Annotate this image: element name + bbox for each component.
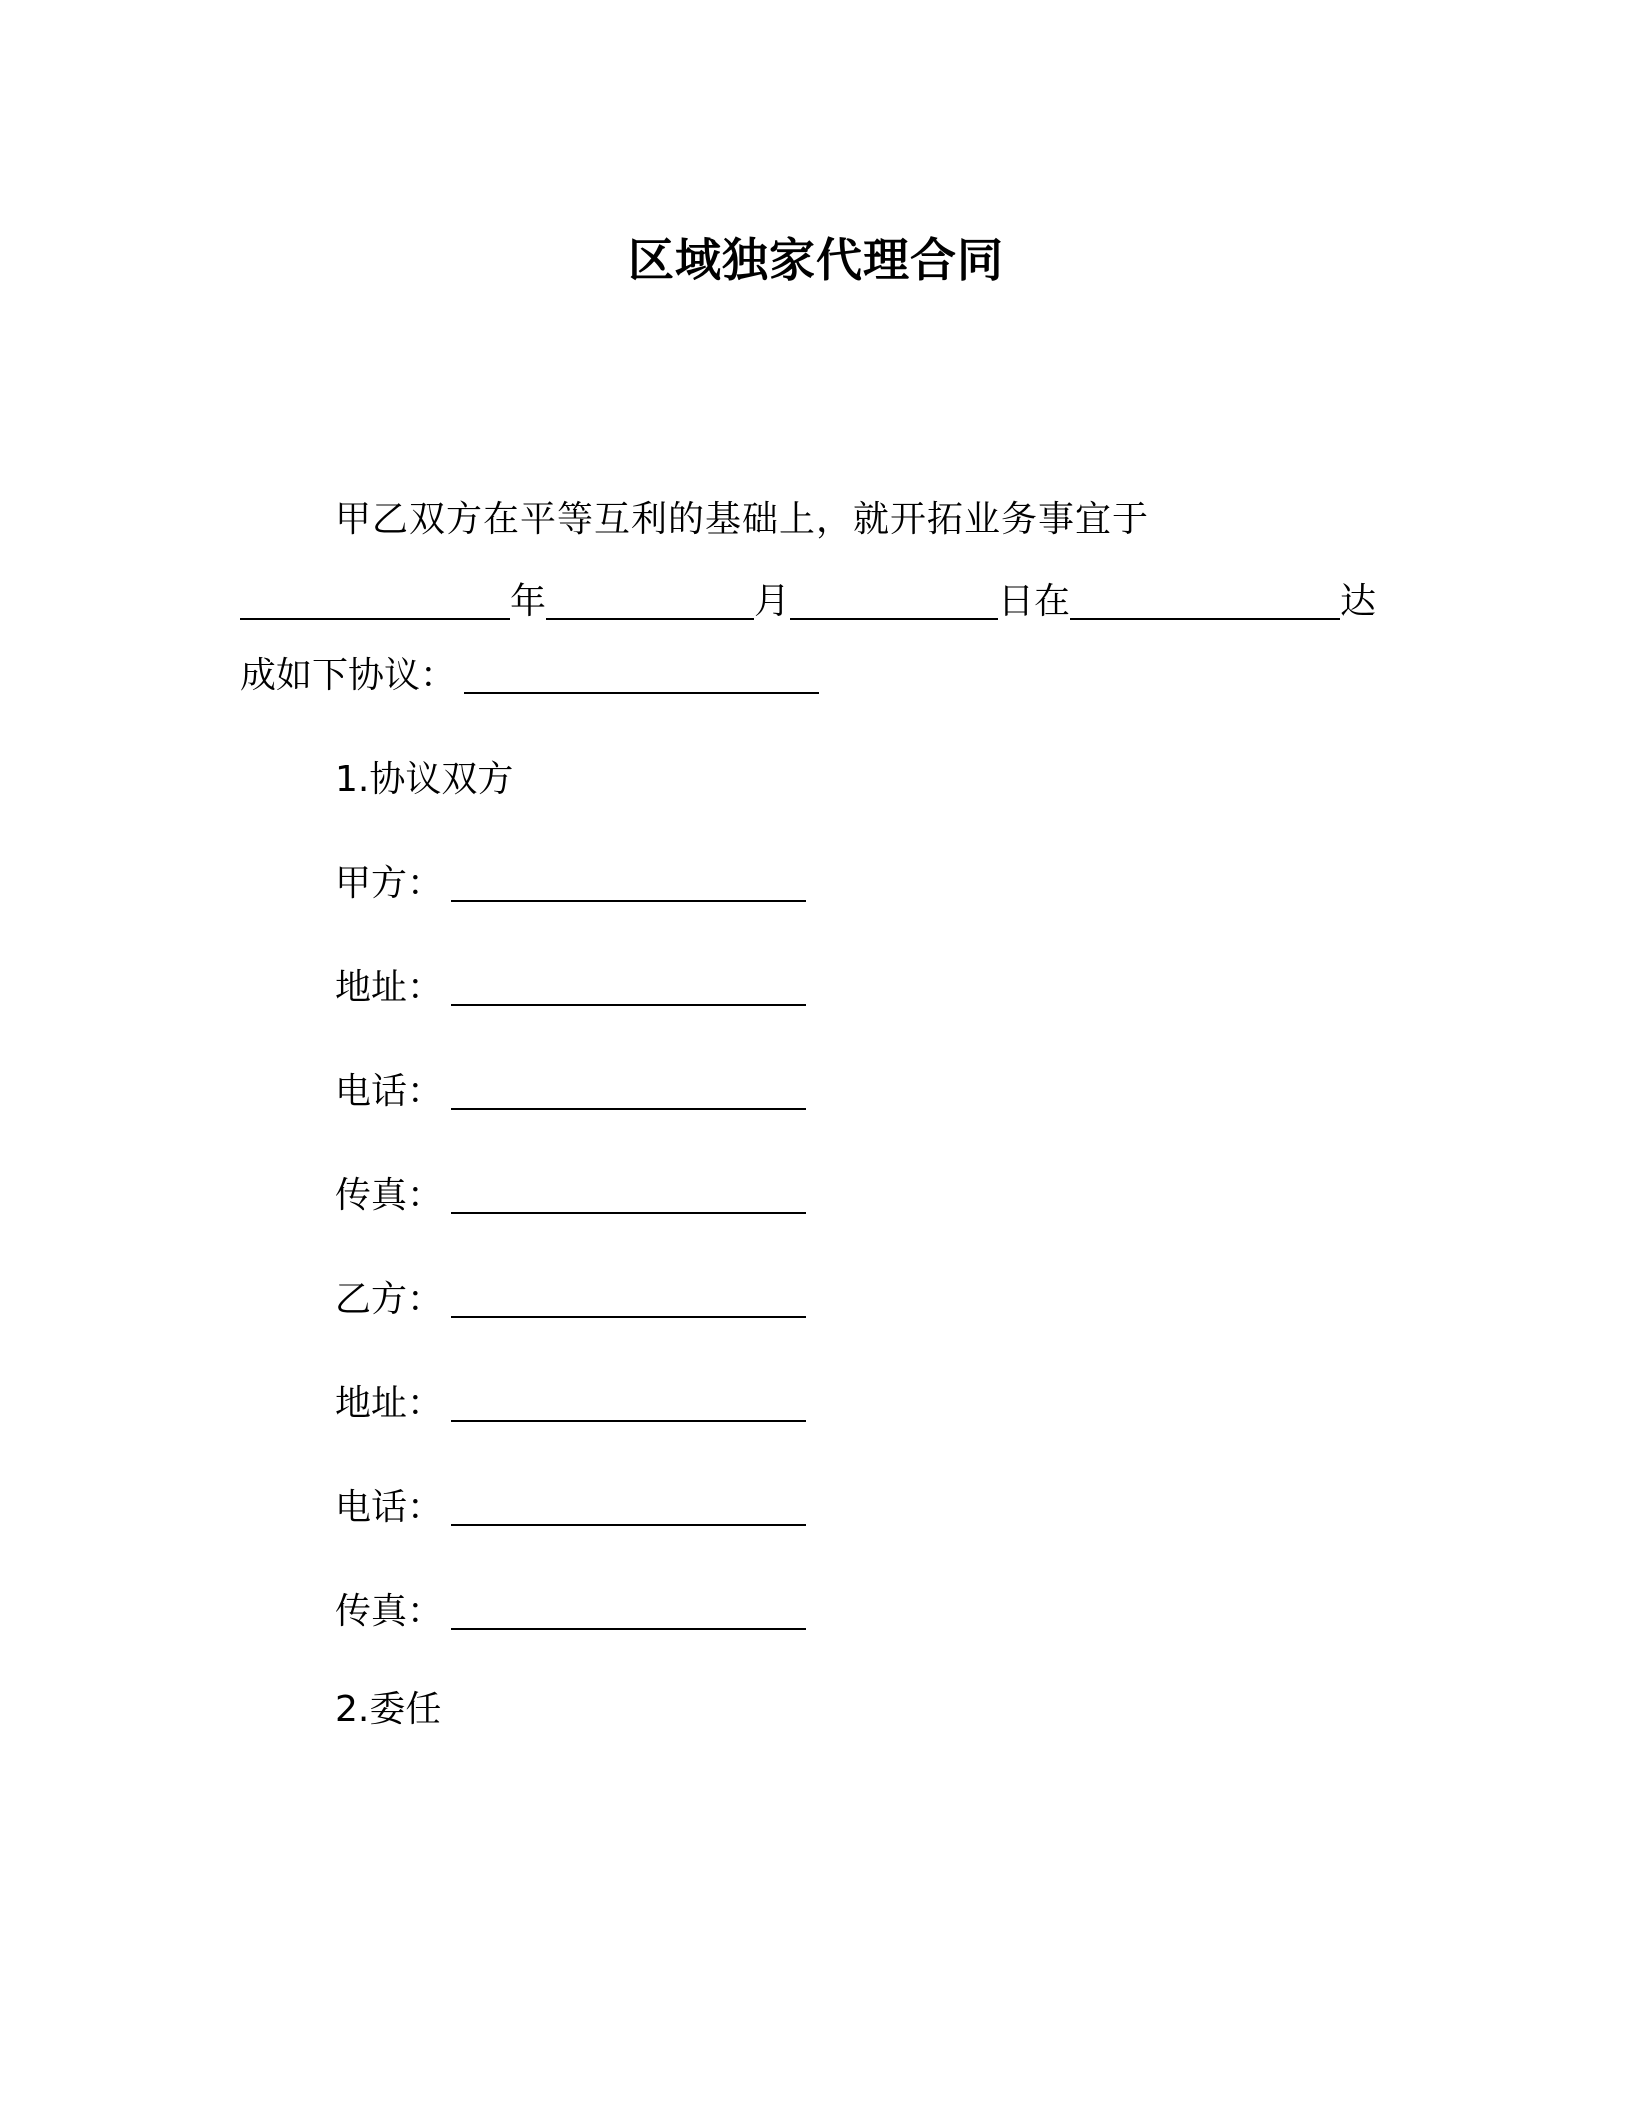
party-b-row xyxy=(335,1276,806,1324)
blank-location-field[interactable] xyxy=(1070,580,1340,620)
year-label: 年 xyxy=(510,581,547,622)
blank-month-field[interactable] xyxy=(546,580,754,620)
intro-line-3 xyxy=(240,652,819,700)
section-1-heading: 1.协议双方 xyxy=(335,759,514,800)
field-label: 地址： xyxy=(335,1383,444,1424)
field-label: 地址： xyxy=(335,967,444,1008)
party-a-phone-row xyxy=(335,1068,806,1116)
party-a-address-row xyxy=(335,964,806,1012)
party-a-fax-row xyxy=(335,1172,806,1220)
intro-line-1: 甲乙双方在平等互利的基础上，就开拓业务事宜于 xyxy=(335,499,1150,540)
agreement-label: 成如下协议： xyxy=(240,655,457,696)
party-b-phone-row xyxy=(335,1484,806,1532)
blank-day-field[interactable] xyxy=(790,580,998,620)
party-b-fax-field[interactable] xyxy=(451,1590,806,1630)
section-2-heading: 2.委任 xyxy=(335,1689,442,1730)
party-b-name-field[interactable] xyxy=(451,1278,806,1318)
party-a-row xyxy=(335,860,806,908)
month-label: 月 xyxy=(754,581,791,622)
field-label: 电话： xyxy=(335,1071,444,1112)
field-label: 甲方： xyxy=(335,863,444,904)
field-label: 传真： xyxy=(335,1175,444,1216)
party-a-phone-field[interactable] xyxy=(451,1070,806,1110)
reach-label: 达 xyxy=(1340,581,1377,622)
party-b-fax-row xyxy=(335,1588,806,1636)
intro-date-line xyxy=(240,578,1392,626)
blank-agreement-field[interactable] xyxy=(464,654,819,694)
field-label: 乙方： xyxy=(335,1279,444,1320)
party-a-name-field[interactable] xyxy=(451,862,806,902)
party-a-fax-field[interactable] xyxy=(451,1174,806,1214)
party-b-phone-field[interactable] xyxy=(451,1486,806,1526)
day-at-label: 日在 xyxy=(998,581,1071,622)
party-b-address-field[interactable] xyxy=(451,1382,806,1422)
field-label: 传真： xyxy=(335,1591,444,1632)
party-a-address-field[interactable] xyxy=(451,966,806,1006)
party-b-address-row xyxy=(335,1380,806,1428)
contract-title: 区域独家代理合同 xyxy=(628,233,1004,287)
field-label: 电话： xyxy=(335,1487,444,1528)
blank-year-field[interactable] xyxy=(240,580,510,620)
